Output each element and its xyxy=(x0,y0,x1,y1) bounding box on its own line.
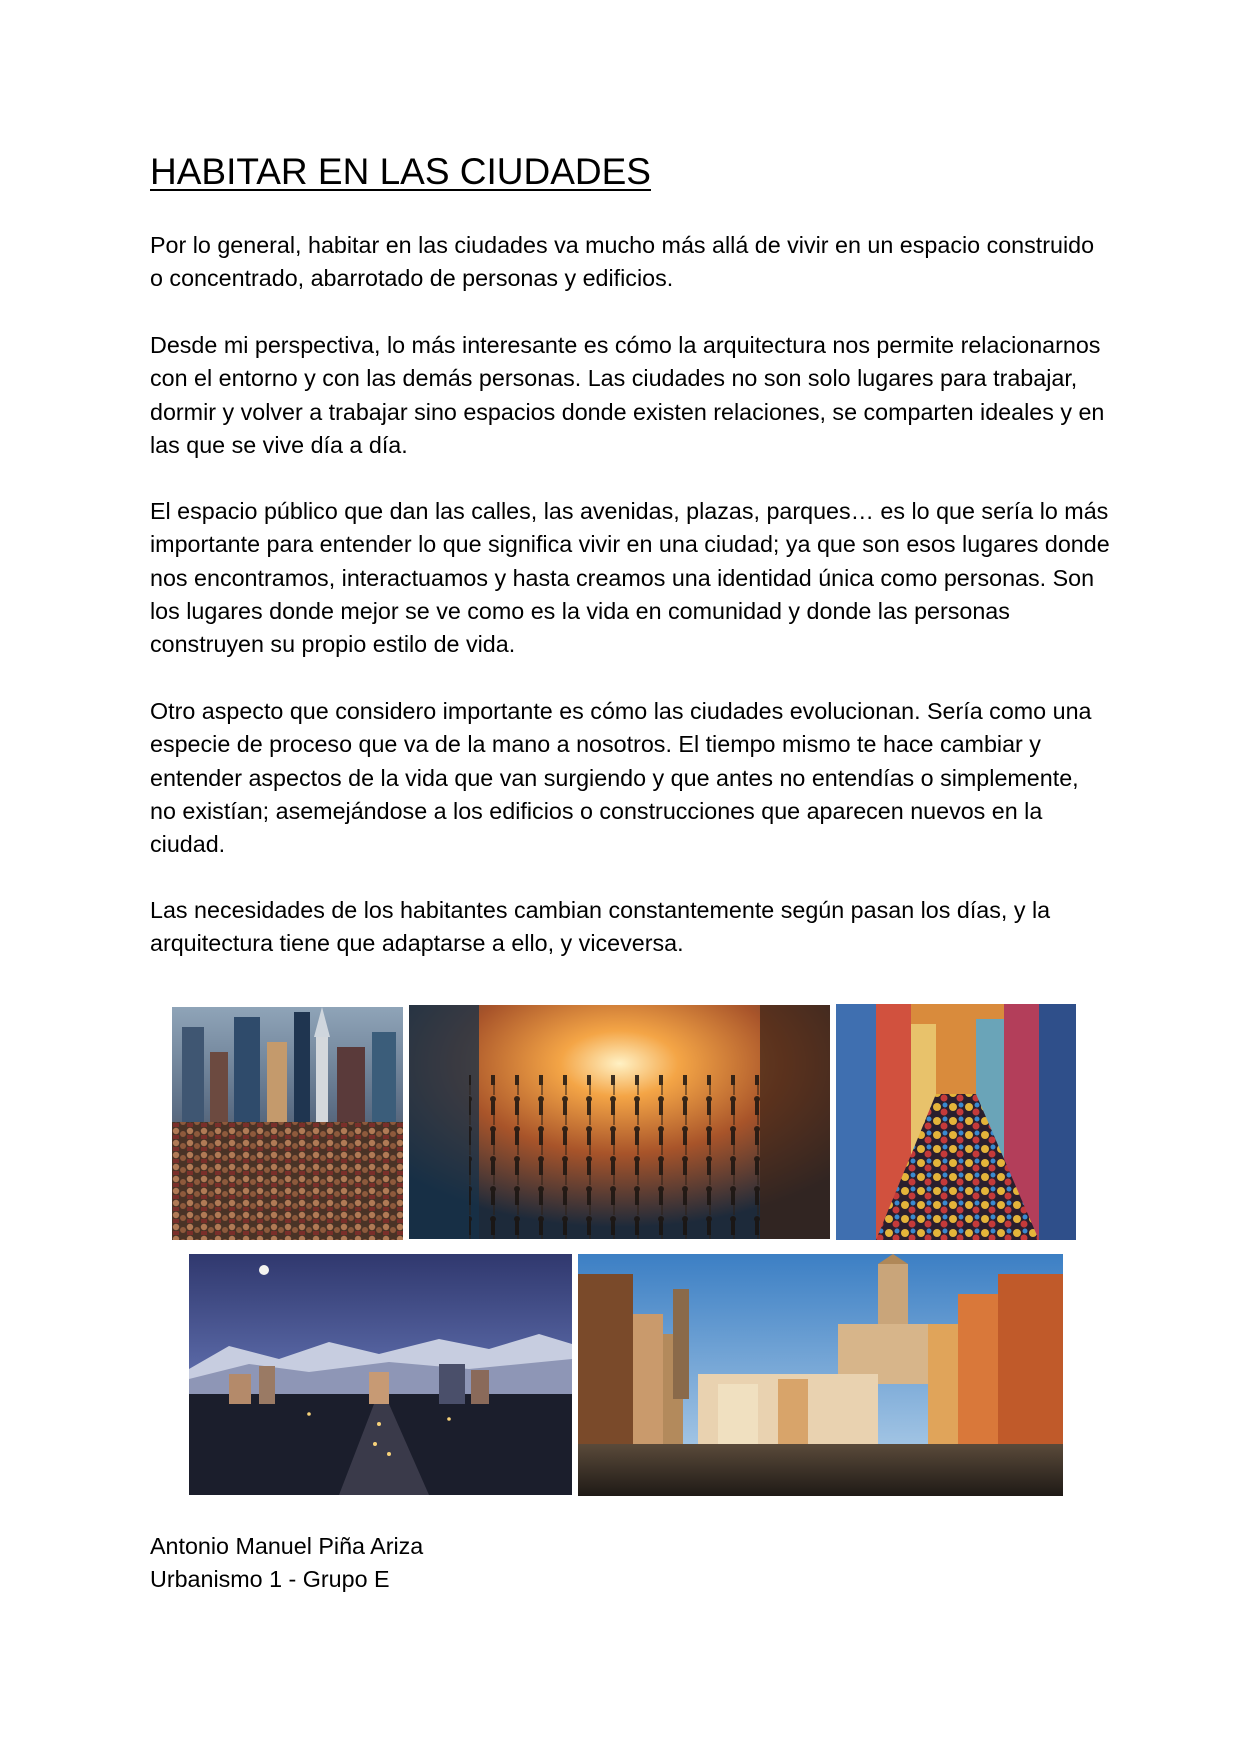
sunset-street-crowd-image xyxy=(409,1005,830,1239)
dusk-city-mountains-image xyxy=(189,1254,572,1495)
paragraph-5: Las necesidades de los habitantes cambian constantemente según pasan los días, y la arquitectura tiene que adaptarse a ello, y viceversa. xyxy=(150,897,1051,957)
colorful-painted-street-image xyxy=(836,1004,1076,1240)
course-group: Urbanismo 1 - Grupo E xyxy=(150,1566,390,1593)
author-name: Antonio Manuel Piña Ariza xyxy=(150,1533,424,1559)
paragraph-3: El espacio público que dan las calles, las avenidas, plazas, parques… es lo que sería lo más importante para entender lo que significa vivir en una ciudad; ya que son esos lugares donde nos encontramos, interactuamos y hasta creamos una identidad única como personas. Son los lugares donde mejor se ve como es la vida en comunidad y donde las personas construyen su propio estilo de vida. xyxy=(150,498,1110,658)
page-title: HABITAR EN LAS CIUDADES xyxy=(150,151,651,192)
author-block xyxy=(150,1530,423,1597)
river-houses-cathedral-image xyxy=(578,1254,1063,1496)
paragraph-4: Otro aspecto que considero importante es cómo las ciudades evolucionan. Sería como una especie de proceso que va de la mano a nosotros. El tiempo mismo te hace cambiar y entender aspectos de la vida que van surgiendo y que antes no entendías o simplemente, no existían; asemejándose a los edificios o construcciones que aparecen nuevos en la ciudad. xyxy=(150,698,1092,858)
paragraph-2: Desde mi perspectiva, lo más interesante es cómo la arquitectura nos permite relacionarnos con el entorno y con las demás personas. Las ciudades no son solo lugares para trabajar, dormir y volver a trabajar sino espacios donde existen relaciones, se comparten ideales y en las que se vive día a día. xyxy=(150,332,1105,458)
paragraph-1: Por lo general, habitar en las ciudades va mucho más allá de vivir en un espacio construido o concentrado, abarrotado de personas y edificios. xyxy=(150,232,1095,292)
painted-crowd-image xyxy=(172,1007,403,1240)
